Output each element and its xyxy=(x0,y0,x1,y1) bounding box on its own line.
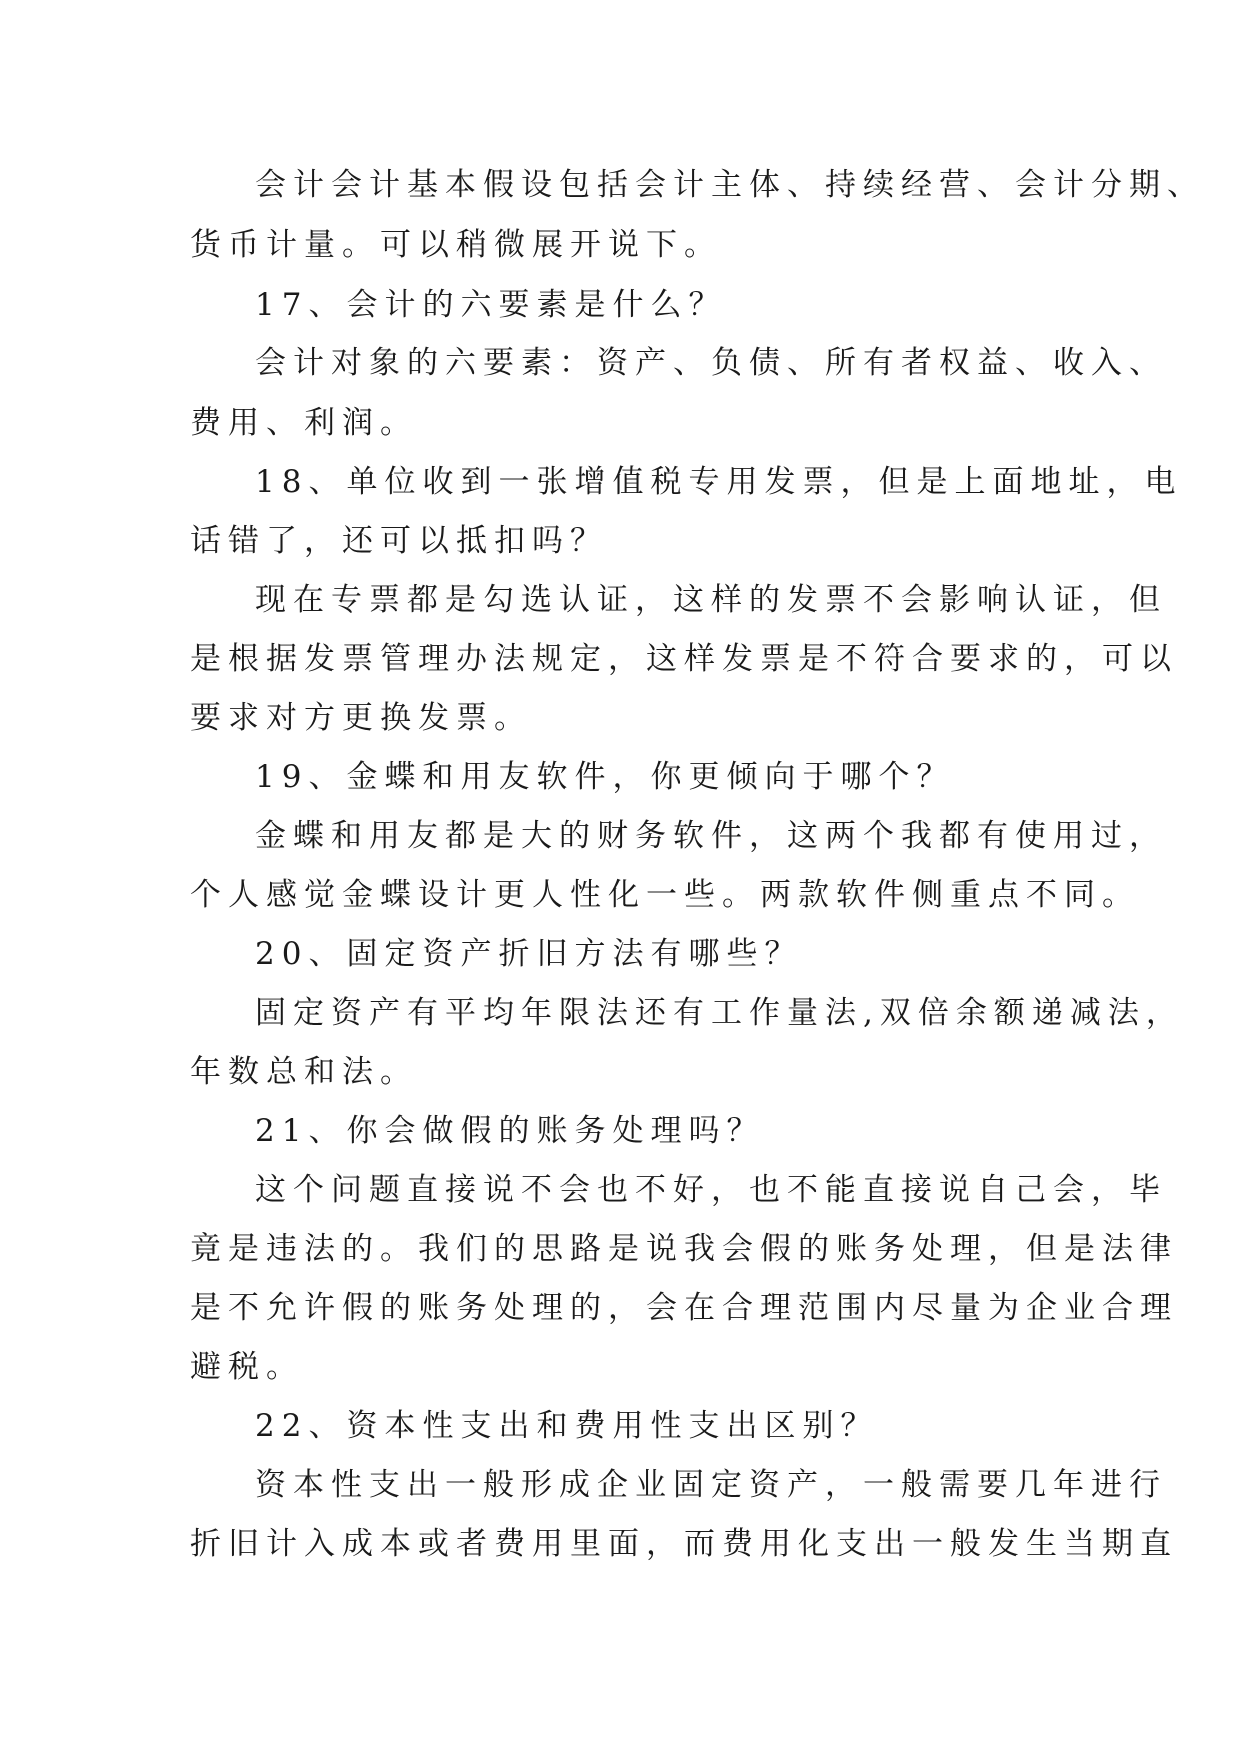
paragraph-line: 是根据发票管理办法规定，这样发票是不符合要求的，可以 xyxy=(190,641,1178,677)
paragraph-line: 现在专票都是勾选认证，这样的发票不会影响认证，但 xyxy=(255,582,1167,618)
question-heading: 22、资本性支出和费用性支出区别？ xyxy=(255,1408,879,1444)
paragraph-line: 金蝶和用友都是大的财务软件，这两个我都有使用过， xyxy=(255,818,1167,854)
question-heading: 17、会计的六要素是什么？ xyxy=(255,287,727,323)
paragraph-line: 资本性支出一般形成企业固定资产，一般需要几年进行 xyxy=(255,1467,1167,1503)
question-heading: 21、你会做假的账务处理吗？ xyxy=(255,1113,765,1149)
paragraph-line: 竟是违法的。我们的思路是说我会假的账务处理，但是法律 xyxy=(190,1231,1178,1267)
paragraph-line: 个人感觉金蝶设计更人性化一些。两款软件侧重点不同。 xyxy=(190,877,1140,913)
paragraph-line: 固定资产有平均年限法还有工作量法,双倍余额递减法， xyxy=(255,995,1184,1031)
paragraph-line: 费用、利润。 xyxy=(190,405,418,441)
question-heading: 19、金蝶和用友软件，你更倾向于哪个？ xyxy=(255,759,955,795)
question-heading: 话错了，还可以抵扣吗？ xyxy=(190,523,608,559)
question-heading: 18、单位收到一张增值税专用发票，但是上面地址，电 xyxy=(255,464,1183,500)
paragraph-line: 会计会计基本假设包括会计主体、持续经营、会计分期、 xyxy=(255,167,1205,203)
paragraph-line: 这个问题直接说不会也不好，也不能直接说自己会，毕 xyxy=(255,1172,1167,1208)
paragraph-line: 会计对象的六要素：资产、负债、所有者权益、收入、 xyxy=(255,345,1167,381)
paragraph-line: 货币计量。可以稍微展开说下。 xyxy=(190,227,722,263)
paragraph-line: 是不允许假的账务处理的，会在合理范围内尽量为企业合理 xyxy=(190,1290,1178,1326)
paragraph-line: 避税。 xyxy=(190,1349,304,1385)
paragraph-line: 要求对方更换发票。 xyxy=(190,700,532,736)
paragraph-line: 年数总和法。 xyxy=(190,1054,418,1090)
question-heading: 20、固定资产折旧方法有哪些？ xyxy=(255,936,803,972)
paragraph-line: 折旧计入成本或者费用里面，而费用化支出一般发生当期直 xyxy=(190,1526,1178,1562)
